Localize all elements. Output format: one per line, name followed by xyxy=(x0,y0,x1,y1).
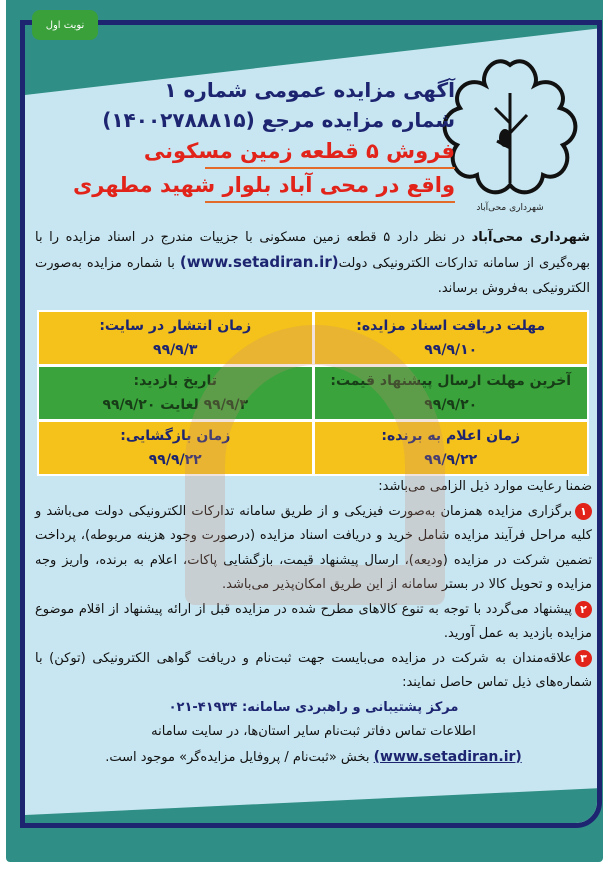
conditions-intro: ضمنا رعایت موارد ذیل الزامی می‌باشد: xyxy=(378,479,592,494)
list-item xyxy=(35,647,592,696)
contact-info-line-2 xyxy=(35,745,592,771)
notice-title: آگهی مزایده عمومی شماره ۱ xyxy=(164,78,455,102)
setadiran-link-bottom[interactable]: (www.setadiran.ir) xyxy=(373,748,522,765)
item-text: پیشنهاد می‌گردد با توجه به تنوع کالاهای مطرح شده در مزایده قبل از ارائه پیشنهاد از اقلام موضوع مزایده بازدید به عمل آورید. xyxy=(35,601,592,641)
subject-line-1: فروش ۵ قطعه زمین مسکونی xyxy=(205,135,455,169)
contact-tail: بخش «ثبت‌نام / پروفایل مزایده‌گر» موجود است. xyxy=(105,749,370,765)
number-badge-icon: ۱ xyxy=(575,503,592,520)
cell-label: زمان بازگشایی: xyxy=(120,428,231,444)
cell-label: تاریخ بازدید: xyxy=(133,373,217,389)
municipality-name: شهرداری محی‌آباد xyxy=(471,230,590,245)
setadiran-link[interactable]: (www.setadiran.ir) xyxy=(179,253,339,271)
contact-info: اطلاعات تماس دفاتر ثبت‌نام سایر استان‌ها، در سایت سامانه xyxy=(151,724,476,739)
number-badge-icon: ۲ xyxy=(575,601,592,618)
tree-flower-logo-icon xyxy=(435,53,585,203)
cell-label: آخرین مهلت ارسال پیشنهاد قیمت: xyxy=(330,373,572,389)
cell-label: زمان اعلام به برنده: xyxy=(381,428,521,444)
cell-label: زمان انتشار در سایت: xyxy=(99,318,252,334)
cell-value: ۹۹/۹/۳ xyxy=(153,342,198,358)
cell-value: ۹۹/۹/۲۲ xyxy=(424,452,478,468)
notice-panel xyxy=(20,20,602,828)
first-publication-badge: نوبت اول xyxy=(32,10,98,40)
intro-text-1: در نظر دارد ۵ قطعه زمین مسکونی با جزییات مندرج در اسناد مزایده را با بهره‌گیری از سامانه تدارکات الکترونیکی دولت xyxy=(35,230,590,271)
footer-band xyxy=(25,787,602,827)
notice-header xyxy=(73,75,455,203)
cell-value: ۹۹/۹/۲۲ xyxy=(148,452,202,468)
cell-value: ۹۹/۹/۳ لغایت ۹۹/۹/۲۰ xyxy=(102,397,249,413)
reference-number: شماره مزایده مرجع (۱۴۰۰۲۷۸۸۸۱۵) xyxy=(102,108,455,132)
cell-value: ۹۹/۹/۲۰ xyxy=(424,397,478,413)
item-text: علاقه‌مندان به شرکت در مزایده می‌بایست جهت ثبت‌نام و دریافت گواهی الکترونیکی (توکن) با شماره‌های ذیل تماس حاصل نمایند: xyxy=(35,650,592,690)
logo-caption: شهرداری محی‌آباد xyxy=(476,203,544,213)
notice-frame xyxy=(6,0,603,862)
number-badge-icon: ۳ xyxy=(575,650,592,667)
intro-text-2: با شماره مزایده به‌صورت الکترونیکی به‌فروش برساند. xyxy=(35,256,590,296)
support-center-phone: مرکز پشتیبانی و راهبردی سامانه: ۴۱۹۳۴-۰۲۱ xyxy=(168,699,459,715)
item-text: برگزاری مزایده همزمان به‌صورت فیزیکی و از طریق سامانه تدارکات الکترونیکی دولت می‌باشد و کلیه مراحل فرآیند مزایده شامل خرید و دریافت اسناد مزایده (درصورت وجود هزینه مربوطه)، پرداخت تضمین شرکت در مزایده (ودیعه)، ارسال پیشنهاد قیمت، بازگشایی پاکات، اعلام به برنده، واریز وجه مزایده و تحویل کالا در بستر سامانه از این طریق امکان‌پذیر می‌باشد. xyxy=(35,503,592,592)
watermark xyxy=(185,325,445,605)
municipality-logo xyxy=(435,53,585,223)
intro-paragraph xyxy=(35,225,590,301)
cell-value: ۹۹/۹/۱۰ xyxy=(424,342,478,358)
subject-line-2: واقع در محی آباد بلوار شهید مطهری xyxy=(205,169,455,203)
cell-label: مهلت دریافت اسناد مزایده: xyxy=(356,318,546,334)
